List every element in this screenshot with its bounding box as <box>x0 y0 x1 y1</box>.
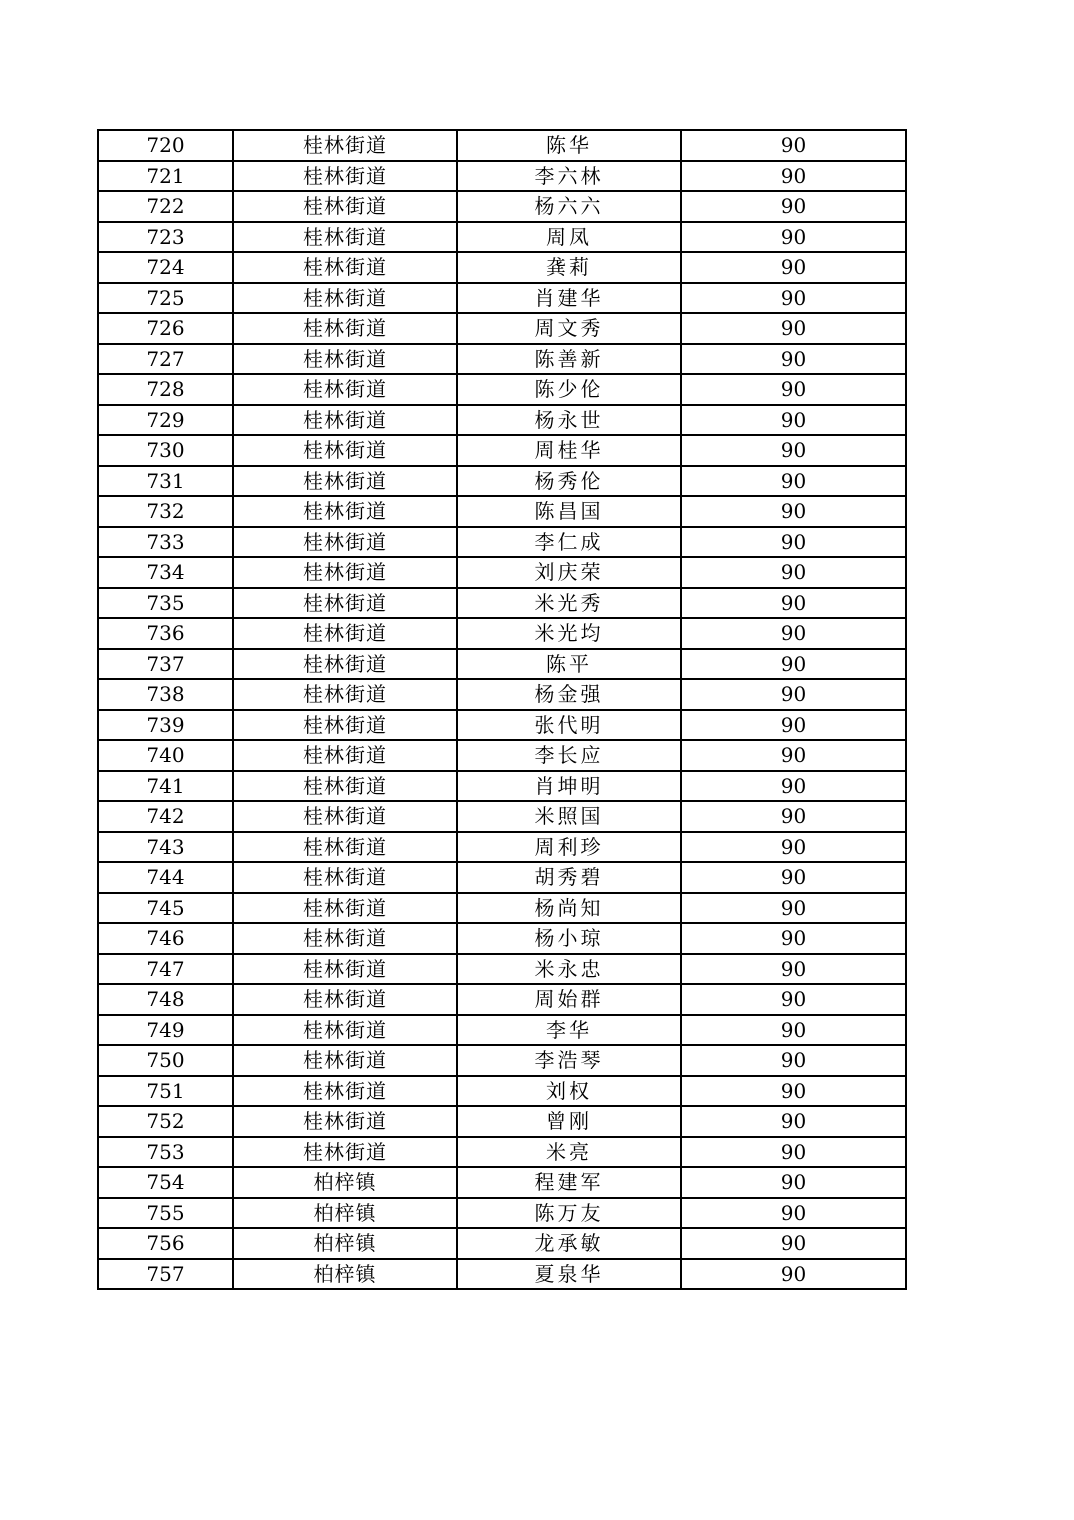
table-row <box>98 374 906 405</box>
cell-name: 米永忠 <box>457 954 681 985</box>
cell-number: 745 <box>98 893 233 924</box>
cell-name: 米光均 <box>457 618 681 649</box>
table-row <box>98 1106 906 1137</box>
cell-number: 746 <box>98 923 233 954</box>
cell-area: 柏梓镇 <box>233 1259 457 1290</box>
cell-number: 740 <box>98 740 233 771</box>
cell-area: 桂林街道 <box>233 618 457 649</box>
cell-name: 龚莉 <box>457 252 681 283</box>
cell-number: 755 <box>98 1198 233 1229</box>
cell-name: 杨尚知 <box>457 893 681 924</box>
cell-number: 728 <box>98 374 233 405</box>
cell-score: 90 <box>681 771 906 802</box>
cell-score: 90 <box>681 923 906 954</box>
cell-name: 陈万友 <box>457 1198 681 1229</box>
table-row <box>98 527 906 558</box>
cell-name: 陈少伦 <box>457 374 681 405</box>
table-row <box>98 191 906 222</box>
cell-number: 725 <box>98 283 233 314</box>
cell-number: 750 <box>98 1045 233 1076</box>
cell-name: 陈昌国 <box>457 496 681 527</box>
cell-number: 753 <box>98 1137 233 1168</box>
cell-area: 桂林街道 <box>233 313 457 344</box>
cell-area: 桂林街道 <box>233 1137 457 1168</box>
cell-name: 程建军 <box>457 1167 681 1198</box>
cell-area: 桂林街道 <box>233 832 457 863</box>
roster-table <box>97 129 907 1290</box>
cell-name: 陈平 <box>457 649 681 680</box>
cell-score: 90 <box>681 862 906 893</box>
cell-area: 桂林街道 <box>233 679 457 710</box>
table-row <box>98 832 906 863</box>
cell-name: 胡秀碧 <box>457 862 681 893</box>
cell-area: 柏梓镇 <box>233 1167 457 1198</box>
cell-score: 90 <box>681 1076 906 1107</box>
cell-area: 柏梓镇 <box>233 1228 457 1259</box>
cell-number: 747 <box>98 954 233 985</box>
cell-area: 桂林街道 <box>233 771 457 802</box>
cell-score: 90 <box>681 801 906 832</box>
cell-score: 90 <box>681 191 906 222</box>
cell-number: 733 <box>98 527 233 558</box>
cell-score: 90 <box>681 1015 906 1046</box>
cell-number: 729 <box>98 405 233 436</box>
table-row <box>98 313 906 344</box>
cell-number: 743 <box>98 832 233 863</box>
cell-score: 90 <box>681 405 906 436</box>
table-row <box>98 252 906 283</box>
cell-name: 李仁成 <box>457 527 681 558</box>
cell-name: 李华 <box>457 1015 681 1046</box>
cell-score: 90 <box>681 527 906 558</box>
cell-score: 90 <box>681 344 906 375</box>
table-row <box>98 344 906 375</box>
cell-area: 桂林街道 <box>233 801 457 832</box>
cell-name: 龙承敏 <box>457 1228 681 1259</box>
cell-score: 90 <box>681 1228 906 1259</box>
cell-name: 杨秀伦 <box>457 466 681 497</box>
cell-area: 桂林街道 <box>233 191 457 222</box>
cell-area: 桂林街道 <box>233 1015 457 1046</box>
cell-number: 735 <box>98 588 233 619</box>
cell-score: 90 <box>681 984 906 1015</box>
cell-score: 90 <box>681 1259 906 1290</box>
cell-name: 曾刚 <box>457 1106 681 1137</box>
cell-number: 738 <box>98 679 233 710</box>
cell-score: 90 <box>681 740 906 771</box>
cell-score: 90 <box>681 893 906 924</box>
cell-area: 桂林街道 <box>233 710 457 741</box>
table-row <box>98 740 906 771</box>
cell-name: 李长应 <box>457 740 681 771</box>
cell-name: 肖建华 <box>457 283 681 314</box>
cell-name: 周桂华 <box>457 435 681 466</box>
cell-area: 桂林街道 <box>233 283 457 314</box>
table-row <box>98 557 906 588</box>
table-row <box>98 954 906 985</box>
cell-number: 751 <box>98 1076 233 1107</box>
cell-score: 90 <box>681 710 906 741</box>
cell-score: 90 <box>681 252 906 283</box>
cell-area: 桂林街道 <box>233 252 457 283</box>
roster-table-body <box>98 130 906 1289</box>
cell-name: 周利珍 <box>457 832 681 863</box>
cell-score: 90 <box>681 313 906 344</box>
cell-name: 李六林 <box>457 161 681 192</box>
roster-sheet <box>97 129 905 1290</box>
cell-score: 90 <box>681 435 906 466</box>
cell-number: 731 <box>98 466 233 497</box>
cell-area: 桂林街道 <box>233 954 457 985</box>
cell-number: 741 <box>98 771 233 802</box>
cell-number: 754 <box>98 1167 233 1198</box>
table-row <box>98 1076 906 1107</box>
table-row <box>98 984 906 1015</box>
cell-score: 90 <box>681 954 906 985</box>
cell-number: 736 <box>98 618 233 649</box>
cell-score: 90 <box>681 283 906 314</box>
cell-number: 734 <box>98 557 233 588</box>
cell-area: 桂林街道 <box>233 161 457 192</box>
cell-name: 刘庆荣 <box>457 557 681 588</box>
table-row <box>98 923 906 954</box>
cell-name: 陈华 <box>457 130 681 161</box>
cell-area: 柏梓镇 <box>233 1198 457 1229</box>
cell-number: 739 <box>98 710 233 741</box>
cell-number: 748 <box>98 984 233 1015</box>
cell-name: 李浩琴 <box>457 1045 681 1076</box>
cell-score: 90 <box>681 832 906 863</box>
cell-score: 90 <box>681 1167 906 1198</box>
cell-number: 721 <box>98 161 233 192</box>
cell-score: 90 <box>681 1106 906 1137</box>
cell-area: 桂林街道 <box>233 649 457 680</box>
cell-number: 730 <box>98 435 233 466</box>
cell-score: 90 <box>681 130 906 161</box>
cell-area: 桂林街道 <box>233 466 457 497</box>
cell-area: 桂林街道 <box>233 893 457 924</box>
cell-score: 90 <box>681 1137 906 1168</box>
cell-number: 727 <box>98 344 233 375</box>
table-row <box>98 862 906 893</box>
table-row <box>98 1259 906 1290</box>
table-row <box>98 405 906 436</box>
cell-name: 杨小琼 <box>457 923 681 954</box>
cell-number: 724 <box>98 252 233 283</box>
table-row <box>98 1015 906 1046</box>
table-row <box>98 1167 906 1198</box>
cell-area: 桂林街道 <box>233 1106 457 1137</box>
cell-number: 722 <box>98 191 233 222</box>
cell-name: 周凤 <box>457 222 681 253</box>
cell-name: 米光秀 <box>457 588 681 619</box>
table-row <box>98 1198 906 1229</box>
cell-score: 90 <box>681 1198 906 1229</box>
table-row <box>98 1228 906 1259</box>
cell-name: 张代明 <box>457 710 681 741</box>
cell-name: 周始群 <box>457 984 681 1015</box>
cell-number: 757 <box>98 1259 233 1290</box>
table-row <box>98 771 906 802</box>
cell-area: 桂林街道 <box>233 557 457 588</box>
cell-score: 90 <box>681 222 906 253</box>
cell-number: 737 <box>98 649 233 680</box>
cell-score: 90 <box>681 618 906 649</box>
cell-name: 肖坤明 <box>457 771 681 802</box>
cell-number: 742 <box>98 801 233 832</box>
table-row <box>98 130 906 161</box>
table-row <box>98 1045 906 1076</box>
table-row <box>98 466 906 497</box>
cell-name: 米亮 <box>457 1137 681 1168</box>
cell-area: 桂林街道 <box>233 435 457 466</box>
cell-score: 90 <box>681 649 906 680</box>
cell-number: 749 <box>98 1015 233 1046</box>
table-row <box>98 588 906 619</box>
cell-name: 杨金强 <box>457 679 681 710</box>
cell-area: 桂林街道 <box>233 740 457 771</box>
cell-area: 桂林街道 <box>233 130 457 161</box>
cell-number: 726 <box>98 313 233 344</box>
cell-score: 90 <box>681 374 906 405</box>
table-row <box>98 161 906 192</box>
cell-score: 90 <box>681 557 906 588</box>
table-row <box>98 801 906 832</box>
cell-area: 桂林街道 <box>233 374 457 405</box>
cell-area: 桂林街道 <box>233 984 457 1015</box>
cell-area: 桂林街道 <box>233 344 457 375</box>
cell-name: 米照国 <box>457 801 681 832</box>
cell-score: 90 <box>681 679 906 710</box>
cell-area: 桂林街道 <box>233 405 457 436</box>
cell-name: 陈善新 <box>457 344 681 375</box>
cell-score: 90 <box>681 161 906 192</box>
cell-number: 720 <box>98 130 233 161</box>
cell-number: 723 <box>98 222 233 253</box>
cell-name: 夏泉华 <box>457 1259 681 1290</box>
cell-name: 杨永世 <box>457 405 681 436</box>
cell-name: 刘权 <box>457 1076 681 1107</box>
cell-number: 744 <box>98 862 233 893</box>
table-row <box>98 893 906 924</box>
cell-name: 杨六六 <box>457 191 681 222</box>
cell-name: 周文秀 <box>457 313 681 344</box>
table-row <box>98 618 906 649</box>
cell-area: 桂林街道 <box>233 862 457 893</box>
cell-score: 90 <box>681 466 906 497</box>
table-row <box>98 1137 906 1168</box>
cell-area: 桂林街道 <box>233 527 457 558</box>
cell-number: 752 <box>98 1106 233 1137</box>
table-row <box>98 710 906 741</box>
cell-area: 桂林街道 <box>233 496 457 527</box>
table-row <box>98 283 906 314</box>
cell-area: 桂林街道 <box>233 1045 457 1076</box>
cell-number: 756 <box>98 1228 233 1259</box>
table-row <box>98 679 906 710</box>
cell-area: 桂林街道 <box>233 923 457 954</box>
cell-score: 90 <box>681 588 906 619</box>
cell-score: 90 <box>681 496 906 527</box>
cell-area: 桂林街道 <box>233 588 457 619</box>
cell-area: 桂林街道 <box>233 1076 457 1107</box>
table-row <box>98 222 906 253</box>
cell-score: 90 <box>681 1045 906 1076</box>
cell-area: 桂林街道 <box>233 222 457 253</box>
table-row <box>98 496 906 527</box>
table-row <box>98 435 906 466</box>
cell-number: 732 <box>98 496 233 527</box>
table-row <box>98 649 906 680</box>
